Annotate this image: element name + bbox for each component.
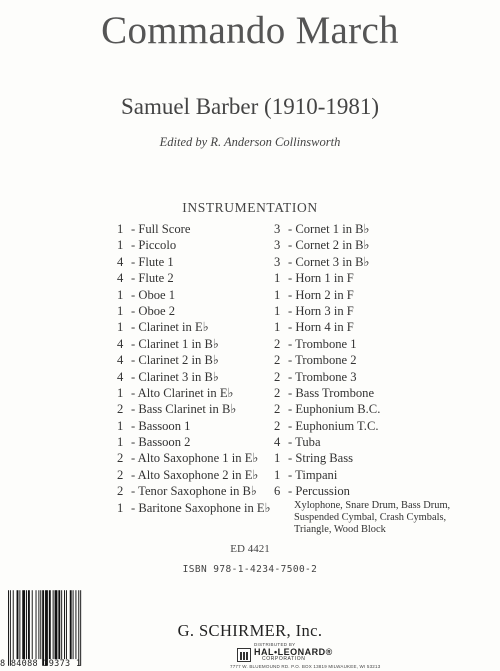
- instrument-quantity: 4: [117, 271, 124, 286]
- distributed-by-label: DISTRIBUTED BY: [254, 642, 296, 647]
- instrument-name: Oboe 2: [138, 303, 176, 318]
- instrument-name: Euphonium B.C.: [295, 402, 381, 417]
- instrument-quantity: 1: [117, 435, 124, 450]
- instrument-name: Clarinet 3 in B♭: [138, 369, 219, 384]
- instrument-quantity: 2: [117, 484, 124, 499]
- instrument-quantity: 4: [117, 353, 124, 368]
- separator-dash: -: [288, 271, 296, 286]
- instrument-row: [274, 237, 450, 253]
- instrument-name: Alto Clarinet in E♭: [137, 385, 234, 400]
- separator-dash: -: [288, 418, 296, 433]
- percussion-instruments-note: Xylophone, Snare Drum, Bass Drum,: [294, 499, 451, 511]
- instrument-quantity: 1: [117, 222, 124, 236]
- composer-line: Samuel Barber (1910-1981): [120, 94, 380, 119]
- separator-dash: -: [131, 320, 139, 335]
- barcode-number: 8 84088 39373 1: [0, 659, 82, 669]
- instrument-quantity: 1: [274, 303, 281, 318]
- separator-dash: -: [288, 320, 296, 335]
- instrument-quantity: 2: [274, 418, 281, 433]
- instrument-row: [117, 352, 271, 368]
- instrument-quantity: 1: [117, 238, 124, 253]
- instrument-row: [274, 385, 450, 401]
- instrument-quantity: 2: [274, 402, 281, 417]
- instrument-name: Bass Clarinet in B♭: [138, 402, 237, 417]
- distributor-address: 7777 W. BLUEMOUND RD. P.O. BOX 13819 MILWAUKEE, WI 53213: [230, 664, 381, 669]
- separator-dash: -: [288, 385, 296, 400]
- instrument-row: [274, 434, 450, 450]
- distributor-corporation: CORPORATION: [262, 656, 306, 662]
- instrument-list-right: [274, 221, 450, 536]
- instrument-row: [117, 254, 271, 270]
- separator-dash: -: [131, 484, 139, 499]
- instrument-name: Tuba: [295, 435, 321, 450]
- instrument-row: [117, 483, 271, 499]
- separator-dash: -: [288, 222, 296, 236]
- separator-dash: -: [288, 484, 296, 499]
- instrumentation-heading: INSTRUMENTATION: [182, 200, 318, 215]
- separator-dash: -: [131, 238, 139, 253]
- instrument-quantity: 2: [117, 467, 124, 482]
- instrument-name: Baritone Saxophone in E♭: [138, 500, 271, 515]
- separator-dash: -: [131, 353, 139, 368]
- instrument-name: Clarinet 1 in B♭: [138, 336, 219, 351]
- instrument-row: [117, 287, 271, 303]
- instrument-quantity: 1: [274, 271, 281, 286]
- instrument-row: [117, 467, 271, 483]
- separator-dash: -: [288, 287, 296, 302]
- instrument-row: [274, 254, 450, 270]
- instrument-name: String Bass: [295, 451, 354, 466]
- instrument-row: [117, 221, 271, 237]
- separator-dash: -: [131, 435, 139, 450]
- separator-dash: -: [131, 369, 139, 384]
- instrument-name: Tenor Saxophone in B♭: [138, 484, 257, 499]
- instrument-row: [274, 303, 450, 319]
- instrument-row: [274, 401, 450, 417]
- separator-dash: -: [131, 287, 139, 302]
- instrument-quantity: 1: [274, 287, 281, 302]
- publisher-name: G. SCHIRMER, Inc.: [177, 621, 323, 640]
- separator-dash: -: [131, 500, 139, 515]
- instrument-quantity: 1: [117, 320, 124, 335]
- separator-dash: -: [288, 402, 296, 417]
- instrument-row: [274, 270, 450, 286]
- instrument-row: [274, 336, 450, 352]
- instrument-name: Horn 3 in F: [295, 303, 354, 318]
- instrument-row: [117, 319, 271, 335]
- distributor-name: HAL•LEONARD®: [254, 647, 333, 657]
- instrument-row: [274, 319, 450, 335]
- instrument-row: [274, 221, 450, 237]
- separator-dash: -: [288, 451, 296, 466]
- instrument-quantity: 4: [117, 336, 124, 351]
- instrument-name: Trombone 2: [295, 353, 357, 368]
- instrument-quantity: 4: [117, 254, 124, 269]
- separator-dash: -: [288, 336, 296, 351]
- editor-credit: Edited by R. Anderson Collinsworth: [159, 135, 341, 149]
- instrument-quantity: 1: [117, 500, 124, 515]
- separator-dash: -: [288, 353, 296, 368]
- separator-dash: -: [131, 418, 139, 433]
- instrument-row: [117, 434, 271, 450]
- instrument-name: Cornet 1 in B♭: [295, 222, 370, 236]
- separator-dash: -: [288, 254, 296, 269]
- instrument-row: [274, 287, 450, 303]
- separator-dash: -: [131, 402, 139, 417]
- separator-dash: -: [288, 435, 296, 450]
- instrument-name: Horn 2 in F: [295, 287, 354, 302]
- instrument-quantity: 1: [274, 320, 281, 335]
- separator-dash: -: [288, 369, 296, 384]
- instrument-quantity: 4: [274, 435, 281, 450]
- instrument-quantity: 1: [117, 385, 124, 400]
- separator-dash: -: [288, 238, 296, 253]
- separator-dash: -: [131, 303, 139, 318]
- separator-dash: -: [131, 467, 138, 482]
- instrument-row: [117, 450, 271, 466]
- instrument-name: Flute 2: [138, 271, 174, 286]
- instrument-row: [274, 369, 450, 385]
- instrument-name: Trombone 3: [295, 369, 357, 384]
- instrument-quantity: 3: [274, 238, 281, 253]
- instrument-quantity: 2: [117, 402, 124, 417]
- page-title: Commando March: [101, 9, 399, 52]
- instrument-name: Timpani: [295, 467, 338, 482]
- instrument-row: [274, 483, 450, 499]
- instrument-name: Bassoon 2: [138, 435, 191, 450]
- instrument-quantity: 1: [117, 418, 124, 433]
- instrument-row: [274, 352, 450, 368]
- instrument-name: Bassoon 1: [138, 418, 191, 433]
- instrument-quantity: 1: [117, 303, 124, 318]
- instrument-row: [274, 418, 450, 434]
- separator-dash: -: [131, 385, 138, 400]
- instrument-quantity: 2: [274, 385, 281, 400]
- instrument-name: Cornet 3 in B♭: [295, 254, 370, 269]
- isbn-number: ISBN 978-1-4234-7500-2: [182, 564, 318, 575]
- percussion-instruments-note: Triangle, Wood Block: [294, 523, 386, 535]
- instrument-row: [117, 237, 271, 253]
- instrument-name: Full Score: [138, 222, 191, 236]
- instrument-name: Oboe 1: [138, 287, 176, 302]
- instrument-quantity: 2: [274, 353, 281, 368]
- instrument-row: [117, 500, 271, 516]
- instrument-name: Flute 1: [138, 254, 174, 269]
- instrument-quantity: 2: [117, 451, 124, 466]
- separator-dash: -: [131, 336, 139, 351]
- instrument-quantity: 1: [117, 287, 124, 302]
- instrument-name: Alto Saxophone 1 in E♭: [137, 451, 259, 466]
- instrument-row: [117, 336, 271, 352]
- instrument-name: Horn 4 in F: [295, 320, 354, 335]
- instrument-quantity: 4: [117, 369, 124, 384]
- instrument-quantity: 1: [274, 451, 281, 466]
- instrument-row: [117, 418, 271, 434]
- separator-dash: -: [288, 467, 296, 482]
- instrument-name: Clarinet in E♭: [138, 320, 209, 335]
- instrument-quantity: 6: [274, 484, 281, 499]
- instrument-name: Cornet 2 in B♭: [295, 238, 370, 253]
- separator-dash: -: [288, 303, 296, 318]
- instrument-row: [117, 270, 271, 286]
- instrument-quantity: 3: [274, 222, 281, 236]
- instrument-row: [274, 467, 450, 483]
- separator-dash: -: [131, 222, 139, 236]
- instrument-row: [117, 369, 271, 385]
- percussion-instruments-note: Suspended Cymbal, Crash Cymbals,: [294, 511, 447, 523]
- instrument-quantity: 2: [274, 336, 281, 351]
- instrument-name: Percussion: [295, 484, 350, 499]
- hal-leonard-logo-icon: [237, 648, 251, 662]
- instrument-quantity: 1: [274, 467, 281, 482]
- instrument-row: [117, 303, 271, 319]
- instrument-quantity: 3: [274, 254, 281, 269]
- separator-dash: -: [131, 451, 138, 466]
- instrument-name: Horn 1 in F: [295, 271, 354, 286]
- instrument-name: Clarinet 2 in B♭: [138, 353, 219, 368]
- instrument-name: Alto Saxophone 2 in E♭: [137, 467, 259, 482]
- instrument-name: Trombone 1: [295, 336, 357, 351]
- separator-dash: -: [131, 271, 139, 286]
- instrument-list-left: [117, 221, 271, 516]
- instrument-quantity: 2: [274, 369, 281, 384]
- instrument-row: [117, 385, 271, 401]
- instrument-name: Euphonium T.C.: [295, 418, 379, 433]
- instrument-name: Piccolo: [138, 238, 177, 253]
- instrument-row: [117, 401, 271, 417]
- instrument-row: [274, 450, 450, 466]
- edition-number: ED 4421: [230, 543, 270, 555]
- separator-dash: -: [131, 254, 139, 269]
- instrument-name: Bass Trombone: [295, 385, 375, 400]
